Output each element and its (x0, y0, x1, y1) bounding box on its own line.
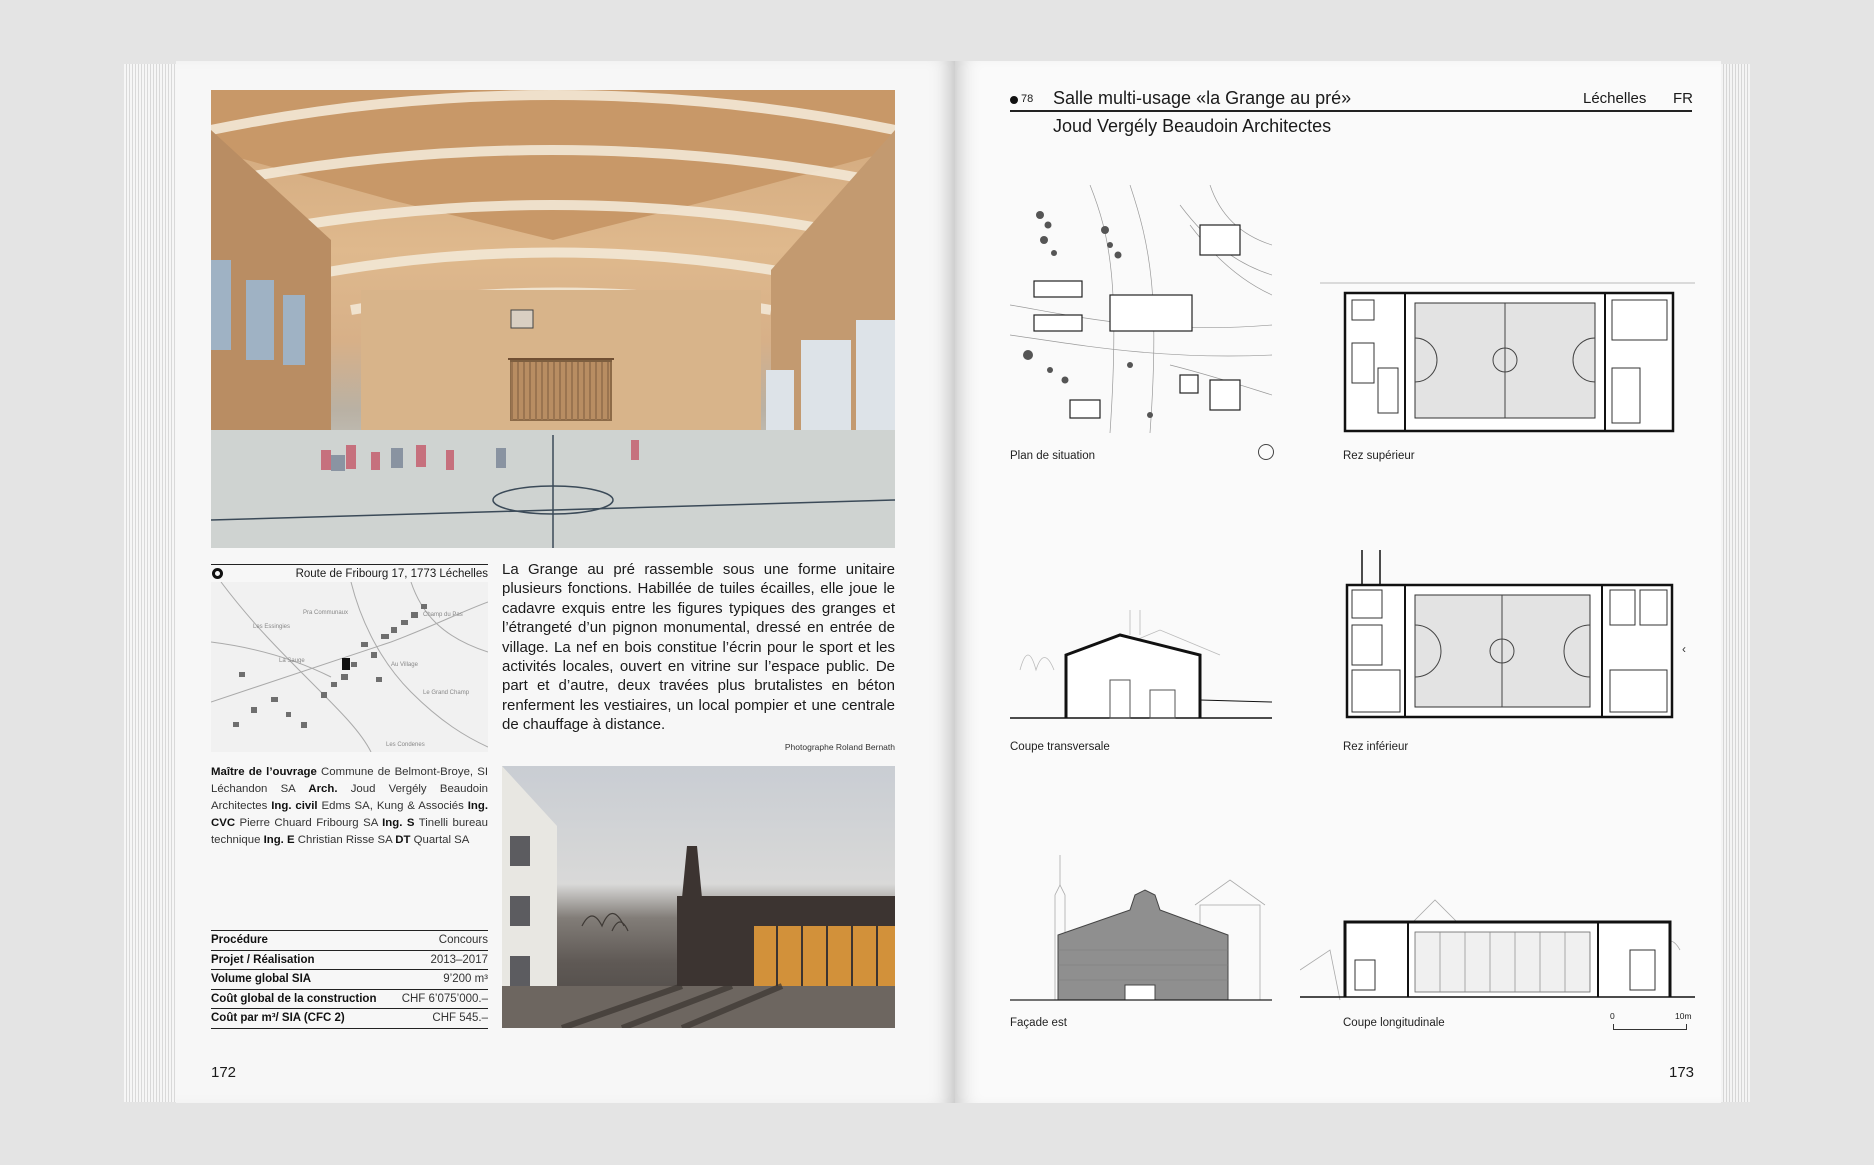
location-pin-icon (212, 568, 223, 579)
gym-interior-photo (211, 90, 895, 548)
longitudinal-section-drawing (1300, 890, 1695, 1005)
project-number: 78 (1021, 93, 1034, 105)
north-arrow-icon (1258, 444, 1274, 460)
caption-rez-inferieur: Rez inférieur (1343, 741, 1409, 753)
table-row: Projet / Réalisation 2013–2017 (211, 951, 488, 971)
site-plan-drawing (1010, 185, 1272, 433)
table-row: Coût par m³/ SIA (CFC 2) CHF 545.– (211, 1009, 488, 1029)
caption-rez-superieur: Rez supérieur (1343, 450, 1415, 462)
table-row: Procédure Concours (211, 931, 488, 951)
map-label-3: La Sauge (279, 658, 305, 664)
scale-start: 0 (1610, 1011, 1615, 1021)
map-label-6: Les Condenes (386, 742, 425, 748)
header-rule (1010, 110, 1692, 112)
project-title: Salle multi-usage «la Grange au pré» (1053, 88, 1352, 108)
project-architect: Joud Vergély Beaudoin Architectes (1053, 116, 1332, 136)
project-description: La Grange au pré rassemble sous une forme unitaire plusieurs fonctions. Habillée de tuiles écailles, elle joue le cadavre exquis entre les figures typiques des granges et l’étrangeté d’un pignon monumental, dressé en entrée de village. La nef en bois constitue l’écrin pour le sport et les activités locales, ouvert en vitrine sur l’espace public. De part et d’autre, deux travées plus brutalistes en béton renferment les vestiaires, un local pompier et une centrale de chauffage à distance. (502, 561, 895, 734)
caption-facade-est: Façade est (1010, 1017, 1067, 1029)
project-data-table (211, 930, 488, 1029)
project-bullet-icon (1010, 96, 1018, 104)
map-label-5: Le Grand Champ (423, 690, 470, 696)
page-edges-left (124, 64, 180, 1102)
table-row: Volume global SIA 9’200 m³ (211, 970, 488, 990)
scale-bar (1613, 1024, 1687, 1030)
address-bar (211, 564, 488, 583)
map-label-7: Champ du Pas (423, 612, 463, 618)
location-map (211, 582, 488, 752)
svg-text:‹: ‹ (1682, 642, 1686, 656)
east-facade-drawing (1010, 835, 1272, 1005)
map-label-4: Au Village (391, 662, 418, 668)
exterior-photo (502, 766, 895, 1028)
upper-floor-plan (1320, 258, 1695, 440)
photo-credit: Photographe Roland Bernath (784, 742, 895, 752)
map-label-2: Les Essingies (253, 624, 291, 630)
page-number-left: 172 (211, 1064, 237, 1081)
page-number-right: 173 (1669, 1064, 1695, 1081)
table-row: Coût global de la construction CHF 6’075’000.– (211, 990, 488, 1010)
caption-coupe-longitudinale: Coupe longitudinale (1343, 1017, 1445, 1029)
project-place: Léchelles (1583, 90, 1647, 107)
scale-end: 10m (1675, 1011, 1692, 1021)
caption-plan-situation: Plan de situation (1010, 450, 1096, 462)
credits-block: Maître de l’ouvrage Commune de Belmont-Broye, SI Léchandon SA Arch. Joud Vergély Beaudoin Architectes Ing. civil Edms SA, Kung & Associés Ing. CVC Pierre Chuard Fribourg SA Ing. S Tinelli bureau technique Ing. E Christian Risse SA DT Quartal SA (211, 766, 489, 846)
lower-floor-plan (1320, 550, 1695, 725)
caption-coupe-transversale: Coupe transversale (1010, 741, 1110, 753)
cross-section-drawing (1010, 600, 1272, 725)
address: Route de Fribourg 17, 1773 Léchelles (295, 567, 488, 580)
project-canton: FR (1673, 90, 1693, 107)
map-label-1: Pra Communaux (303, 610, 349, 616)
page-edges-right (1720, 64, 1750, 1102)
